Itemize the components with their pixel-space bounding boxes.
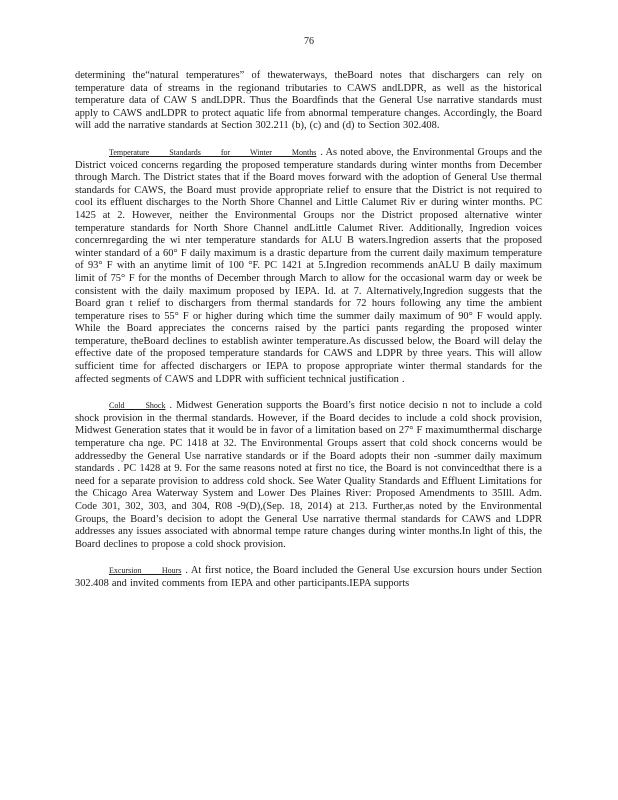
paragraph-text: determining the“natural temperatures” of thewaterways, theBoard notes that dischargers can rely on temperature data of streams in the regionand tributaries to CAWS andLDPR, as well as the historical temperature data of CAW S andLDPR. Thus the Boardfinds that the General Use narrative standards must apply to CAWS andLDPR to protect aquatic life from abnormal temperature changes. Accordingly, the Board will add the narrative standards at Section 302.211 (b), (c) and (d) to Section 302.408. (75, 70, 542, 132)
paragraph-text: . Midwest Generation supports the Board’s first notice decisio n not to include a cold shock provision in the thermal standards. However, if the Board decides to include a cold shock provision, Midwest Generation states that it would be in favor of a limitation based on 27° F maximumthermal discharge temperature cha nge. PC 1418 at 32. The Environmental Groups assert that cold shock concerns would be addressedby the General Use narrative standards or if the Board adopts their non -summer daily maximum standards . PC 1428 at 9. For the same reasons noted at first no tice, the Board is not convincedthat there is a need for a separate provision to address cold shock. See Water Quality Standards and Effluent Limitations for the Chicago Area Waterway System and Lower Des Plaines River: Proposed Amendments to 35Ill. Adm. Code 301, 302, 303, and 304, R08 -9(D),(Sep. 18, 2014) at 213. Further,as noted by the Environmental Groups, the Board’s decision to adopt the General Use narrative thermal standards for CAWS and LDPR addresses any issues associated with abnormal tempe rature changes during winter months.In light of this, the Board declines to propose a cold shock provision. (75, 400, 543, 550)
section-heading-excursion-hours: Excursion Hours (109, 566, 182, 576)
paragraph-text: . As noted above, the Environmental Groups and the District voiced concerns regarding the proposed temperature standards during winter months from December through March. The District states that if the Board moves forward with the adoption of General Use thermal standards for CAWS, the Board must provide appropriate relief to ensure that the District is not required to cool its effluent discharges to the North Shore Channel and Little Calumet Riv er during winter months. PC 1425 at 2. However, neither the Environmental Groups nor the District proposed alternative winter temperature standards for North Shore Channel andLittle Calumet River. Additionally, Ingredion voices concernregarding the wi nter temperature standards for ALU B waters.Ingredion asserts that the proposed winter standard of a 60° F daily maximum is a drastic departure from the current daily maximum temperature of 93° F with an anytime limit of 100 °F. PC 1421 at 5.Ingredion recommends anALU B daily maximum limit of 75° F for the months of December through March to allow for the occasional warm day or week be consistent with the daily maximum proposed by IEPA. Id. at 7. Alternatively,Ingredion suggests that the Board gran t relief to dischargers from thermal standards for 72 hours following any time the ambient temperature rises to 55° F or higher during which time the summer daily maximum of 90° F would apply. While the Board appreciates the concerns raised by the partici pants regarding the proposed winter temperature, theBoard declines to establish awinter temperature.As discussed below, the Board will delay the effective date of the proposed temperature standards for CAWS and LDPR by three years. This will allow sufficient time for affected dischargers or IEPA to propose appropriate winter thermal standards for the affected segments of CAWS and LDPR with sufficient technical justification . (75, 146, 542, 385)
section-heading-winter-months: Temperature Standards for Winter Months (109, 147, 317, 157)
paragraph-thermal-narrative (75, 70, 542, 133)
document-body (75, 70, 542, 591)
paragraph-text: . At first notice, the Board included the General Use excursion hours under Section 302.408 and invited comments from IEPA and other participants.IEPA supports (75, 565, 542, 589)
paragraph-cold-shock (75, 400, 542, 551)
paragraph-winter-months (75, 147, 542, 386)
paragraph-excursion-hours (75, 565, 542, 590)
section-heading-cold-shock: Cold Shock (109, 401, 166, 411)
page-number: 76 (304, 36, 314, 47)
